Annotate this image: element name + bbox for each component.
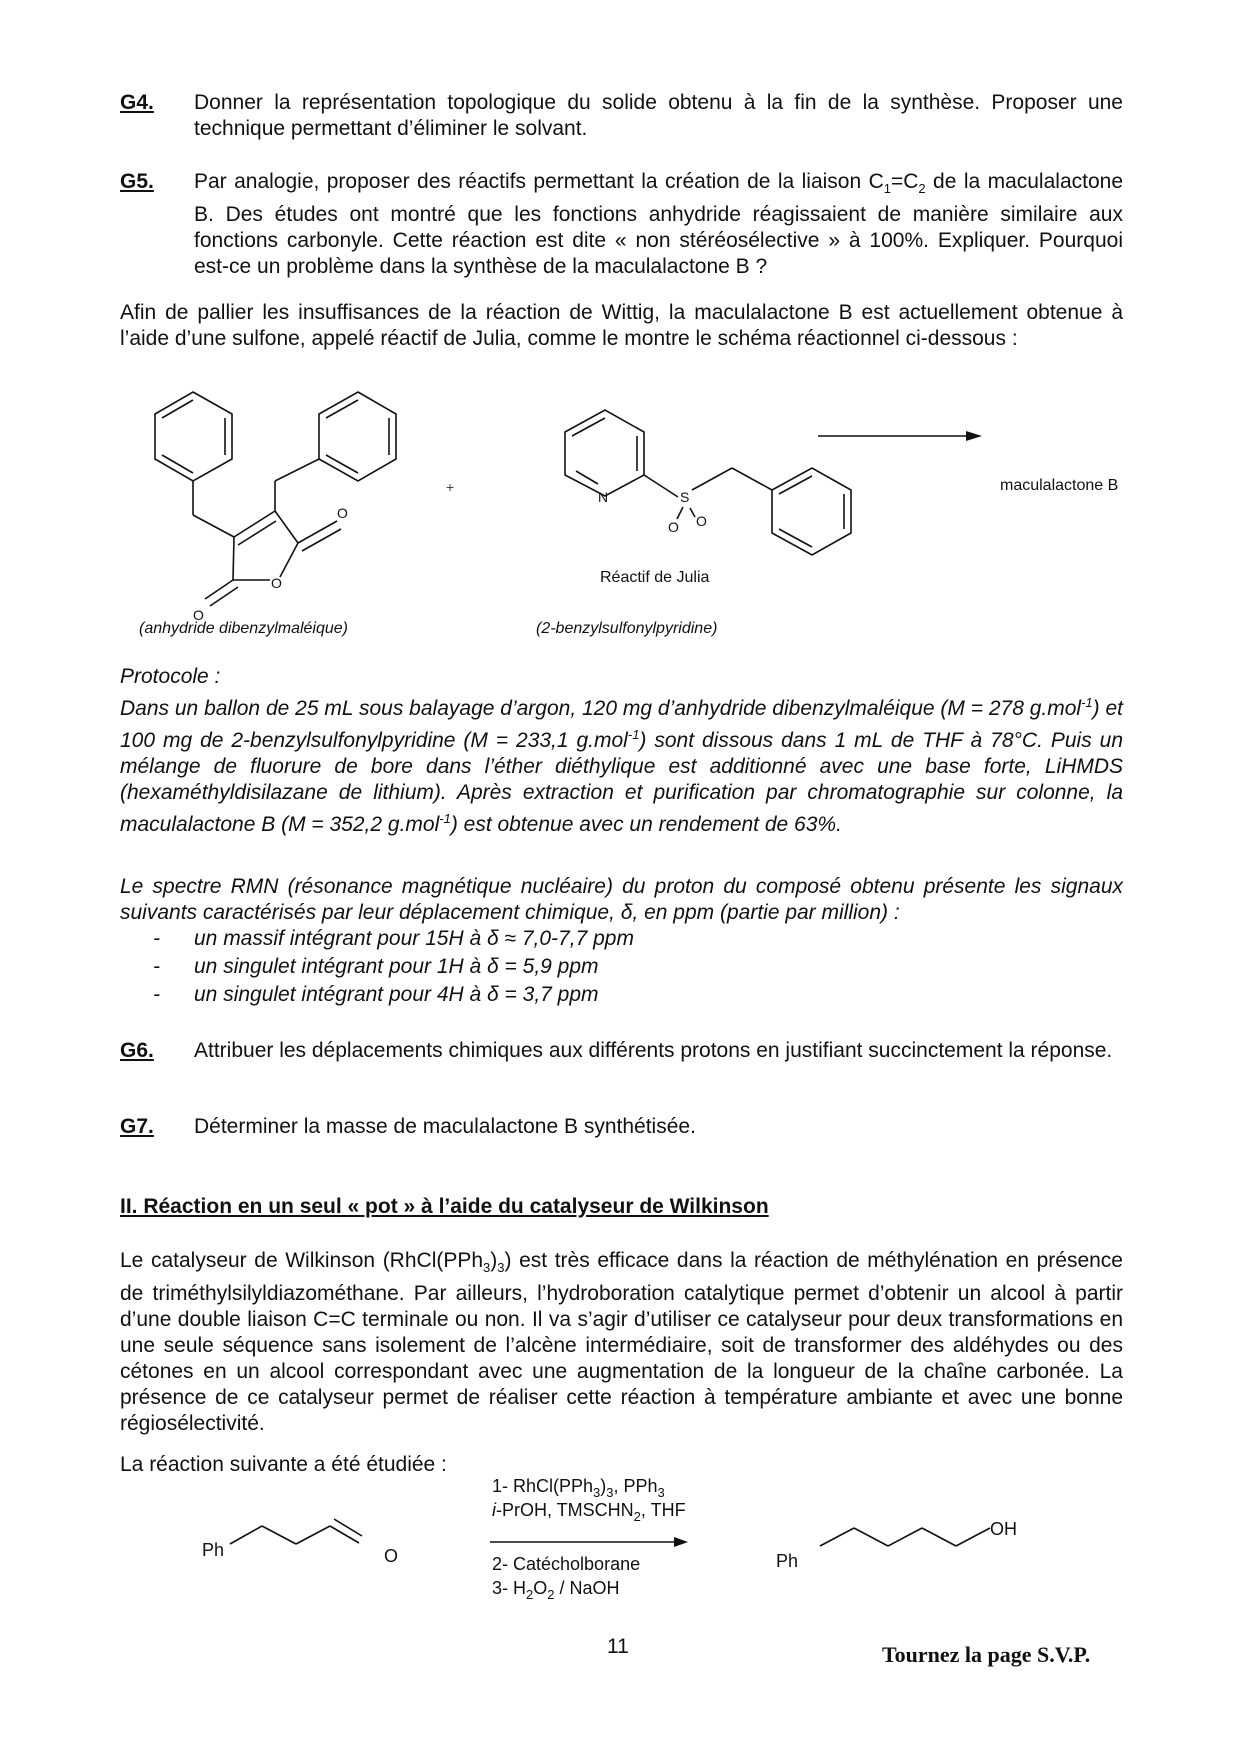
caption-anhydride: (anhydride dibenzylmaléique) <box>139 620 349 637</box>
intro-julia-paragraph: Afin de pallier les insuffisances de la réaction de Wittig, la maculalactone B est actuellement obtenue à l’aide d’une sulfone, appelé réactif de Julia, comme le montre le schéma réactionnel ci-dessous : <box>120 301 1123 350</box>
conditions-line-1: 1- $RhCl(PPh_3)_3$, PPh$_3$ <box>492 1476 665 1500</box>
nmr-dash-3: - <box>153 983 160 1006</box>
question-label-g5: G5. <box>120 170 154 193</box>
benzene-ring-3 <box>772 468 851 555</box>
product-label: maculalactone B <box>1000 477 1119 494</box>
atom-s: S <box>680 489 690 505</box>
pyridine-ring <box>565 410 644 496</box>
benzene-ring-1 <box>155 392 232 481</box>
question-text-g7: Déterminer la masse de maculalactone B synthétisée. <box>194 1115 696 1138</box>
nmr-item-1: un massif intégrant pour 15H à δ ≈ 7,0-7,7 ppm <box>194 927 634 950</box>
atom-o-sulfonyl-2: O <box>696 513 707 529</box>
ph-reactant: Ph <box>202 1540 225 1560</box>
conditions-line-4: 3- $H_2O_2$ / NaOH <box>492 1578 620 1602</box>
nmr-item-2: un singulet intégrant pour 1H à δ = 5,9 ppm <box>194 955 599 978</box>
nmr-item-3: un singulet intégrant pour 4H à δ = 3,7 ppm <box>194 983 599 1006</box>
ph-product: Ph <box>776 1551 799 1571</box>
o-aldehyde: O <box>384 1546 399 1566</box>
julia-reaction-scheme <box>120 380 1160 640</box>
wilkinson-reaction-scheme <box>190 1470 1090 1610</box>
section-title-wilkinson: II. Réaction en un seul « pot » à l’aide du catalyseur de Wilkinson <box>120 1195 769 1218</box>
benzene-ring-2 <box>319 392 396 481</box>
atom-n: N <box>598 489 609 505</box>
turn-page-note: Tournez la page S.V.P. <box>882 1642 1091 1667</box>
atom-o-sulfonyl-1: O <box>668 519 679 535</box>
nmr-dash-1: - <box>153 927 160 950</box>
atom-o-carbonyl-right: O <box>337 505 348 521</box>
question-label-g7: G7. <box>120 1115 154 1138</box>
studied-reaction-intro: La réaction suivante a été étudiée : <box>120 1453 447 1476</box>
nmr-dash-2: - <box>153 955 160 978</box>
wilkinson-paragraph: Le catalyseur de Wilkinson $(RhCl(PPh_3)_3)$ est très efficace dans la réaction de méthylénation en présence de triméthylsilyldiazométhane. Par ailleurs, l’hydroboration catalytique permet d’obtenir un alcool à partir d’une double liaison C=C terminale ou non. Il va s’agir d’utiliser ce catalyseur pour deux transformations en une seule séquence sans isolement de l’alcène intermédiaire, soit de transformer des aldéhydes ou des cétones en un alcool correspondant avec une augmentation de la longueur de la chaîne carbonée. La présence de ce catalyseur permet de réaliser cette réaction à température ambiante et avec une bonne régiosélectivité. <box>120 1249 1123 1436</box>
page-number: 11 <box>607 1635 629 1658</box>
nmr-intro: Le spectre RMN (résonance magnétique nucléaire) du proton du composé obtenu présente les signaux suivants caractérisés par leur déplacement chimique, δ, en ppm (partie par million) : <box>120 875 1123 924</box>
oh-product: OH <box>990 1519 1017 1539</box>
protocol-title: Protocole : <box>120 665 221 688</box>
reaction-arrow-head <box>966 431 982 441</box>
conditions-line-2: i-PrOH, $TMSCHN_2$, THF <box>492 1500 686 1524</box>
question-label-g4: G4. <box>120 91 154 114</box>
reaction-arrow-head-2 <box>674 1537 688 1547</box>
atom-o-carbonyl-left: O <box>193 607 204 623</box>
protocol-text: Dans un ballon de 25 mL sous balayage d’argon, 120 mg d’anhydride dibenzylmaléique (M = 278 g.mol$^{-1}$) et 100 mg de 2-benzylsulfonylpyridine (M = 233,1 g.mol$^{-1}$) sont dissous dans 1 mL de THF à 78°C. Puis un mélange de fluorure de bore dans l’éther diéthylique est additionné avec une base forte, LiHMDS (hexaméthyldisilazane de lithium). Après extraction et purification par chromatographie sur colonne, la maculalactone B (M = 352,2 g.mol$^{-1}$) est obtenue avec un rendement de 63%. <box>120 695 1124 836</box>
reagent-label: Réactif de Julia <box>600 569 710 586</box>
caption-sulfonylpyridine: (2-benzylsulfonylpyridine) <box>536 620 718 637</box>
question-text-g4: Donner la représentation topologique du solide obtenu à la fin de la synthèse. Proposer une technique permettant d’éliminer le solvant. <box>194 91 1123 140</box>
question-label-g6: G6. <box>120 1039 154 1062</box>
conditions-line-3: 2- Catécholborane <box>492 1554 641 1574</box>
question-text-g6: Attribuer les déplacements chimiques aux différents protons en justifiant succinctement la réponse. <box>194 1039 1113 1062</box>
atom-o-ring: O <box>271 575 282 591</box>
question-text-g5: Par analogie, proposer des réactifs permettant la création de la liaison $C_1=C_2$ de la maculalactone B. Des études ont montré que les fonctions anhydride réagissaient de manière similaire aux fonctions carbonyle. Cette réaction est dite « non stéréosélective » à 100%. Expliquer. Pourquoi est-ce un problème dans la synthèse de la maculalactone B ? <box>194 170 1123 279</box>
plus-sign: + <box>446 479 455 495</box>
